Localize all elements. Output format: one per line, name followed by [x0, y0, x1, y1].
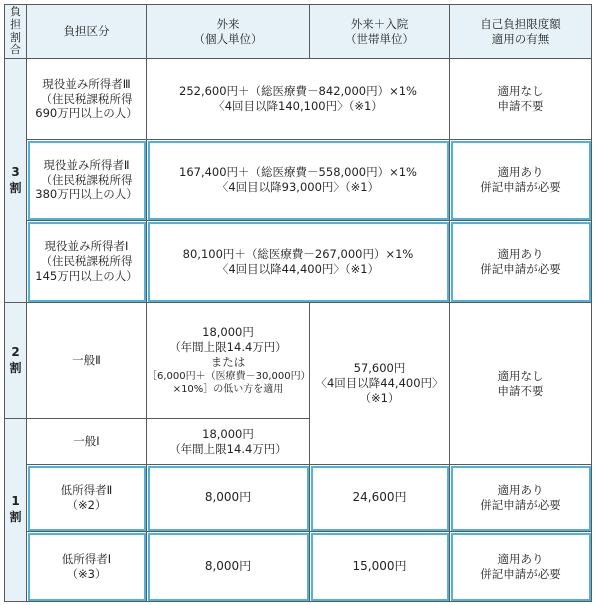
header-category-cell: 負担区分 [27, 5, 147, 59]
header-ratio-cell: 負 担 割 合 [5, 5, 27, 59]
table-row-gen1 [5, 221, 592, 303]
header-outpatient-cell: 外来 （個人単位） [147, 5, 310, 59]
category-ippan1: 一般Ⅰ [27, 419, 147, 465]
outpatient-low2: 8,000円 [147, 465, 310, 532]
category-ippan2: 一般Ⅱ [27, 303, 147, 419]
combined-ippan: 57,600円 〈4回目以降44,400円〉 （※1） [310, 303, 450, 465]
limit-gen3: 適用なし 申請不要 [450, 59, 592, 140]
limit-gen2: 適用あり 併記申請が必要 [450, 140, 592, 221]
ratio-2-cell: 2 割 [5, 303, 27, 419]
limit-ippan: 適用なし 申請不要 [450, 303, 592, 465]
limit-gen1: 適用あり 併記申請が必要 [450, 221, 592, 303]
header-limit-cell: 自己負担限度額 適用の有無 [450, 5, 592, 59]
ratio-3-cell: 3 割 [5, 59, 27, 303]
combined-low2: 24,600円 [310, 465, 450, 532]
formula-gen1: 80,100円＋（総医療費－267,000円）×1% 〈4回目以降44,400円〉（※1） [147, 221, 450, 303]
formula-gen2: 167,400円＋（総医療費－558,000円）×1% 〈4回目以降93,000円〉（※1） [147, 140, 450, 221]
formula-gen3: 252,600円＋（総医療費－842,000円）×1% 〈4回目以降140,100円〉（※1） [147, 59, 450, 140]
outpatient-low1: 8,000円 [147, 532, 310, 602]
ratio-1-cell: 1 割 [5, 419, 27, 602]
table-row-gen2 [5, 140, 592, 221]
table-row-low2 [5, 465, 592, 532]
limit-low2: 適用あり 併記申請が必要 [450, 465, 592, 532]
outpatient-ippan1: 18,000円 （年間上限14.4万円） [147, 419, 310, 465]
table-row-low1 [5, 532, 592, 602]
limit-low1: 適用あり 併記申請が必要 [450, 532, 592, 602]
category-low1: 低所得者Ⅰ （※3） [27, 532, 147, 602]
category-gen3: 現役並み所得者Ⅲ （住民税課税所得 690万円以上の人） [27, 59, 147, 140]
category-gen2: 現役並み所得者Ⅱ （住民税課税所得 380万円以上の人） [27, 140, 147, 221]
table-row-ippan2 [5, 303, 592, 419]
combined-low1: 15,000円 [310, 532, 450, 602]
copay-table [4, 4, 592, 602]
category-low2: 低所得者Ⅱ （※2） [27, 465, 147, 532]
category-gen1: 現役並み所得者Ⅰ （住民税課税所得 145万円以上の人） [27, 221, 147, 303]
table-row-gen3 [5, 59, 592, 140]
outpatient-ippan2: 18,000円 （年間上限14.4万円） または ［6,000円＋（医療費－30,000円） ×10%］の低い方を適用 [147, 303, 310, 419]
header-combined-cell: 外来＋入院 （世帯単位） [310, 5, 450, 59]
